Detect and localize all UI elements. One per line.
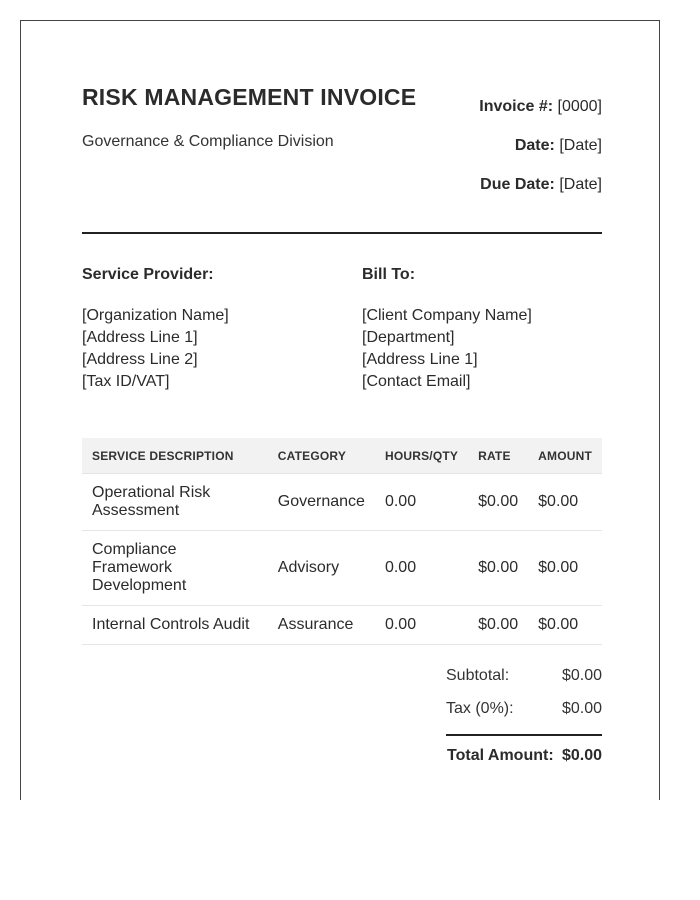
table-header (82, 438, 602, 474)
date-row (479, 137, 602, 176)
cell-rate: $0.00 (468, 474, 528, 531)
due-date-label: Due Date: (480, 176, 555, 193)
invoice-number-value: [0000] (557, 98, 602, 115)
header-divider (82, 232, 602, 234)
header-category: CATEGORY (268, 438, 375, 474)
cell-description: Operational Risk Assessment (82, 474, 268, 531)
table-body (82, 474, 602, 645)
subtotal-label: Subtotal: (446, 667, 510, 684)
service-provider-heading: Service Provider: (82, 266, 214, 283)
cell-description: Compliance Framework Development (82, 531, 268, 606)
due-date-value: [Date] (559, 176, 602, 193)
totals-block (446, 667, 602, 777)
totals-divider (446, 734, 602, 736)
invoice-number-label: Invoice #: (479, 98, 554, 115)
header-amount: AMOUNT (528, 438, 602, 474)
bill-to-line: [Client Company Name] (362, 307, 532, 324)
bill-to-line: [Contact Email] (362, 373, 471, 390)
bill-to-block (362, 266, 622, 393)
date-value: [Date] (559, 137, 602, 154)
provider-line: [Tax ID/VAT] (82, 373, 170, 390)
cell-amount: $0.00 (528, 531, 602, 606)
tax-row (446, 700, 602, 733)
header-service-description: SERVICE DESCRIPTION (82, 438, 268, 474)
line-items-table (82, 438, 602, 645)
division-subtitle: Governance & Compliance Division (82, 133, 334, 150)
invoice-meta (479, 98, 602, 215)
cell-category: Governance (268, 474, 375, 531)
cell-amount: $0.00 (528, 606, 602, 645)
cell-category: Advisory (268, 531, 375, 606)
header-hours-qty: HOURS/QTY (375, 438, 468, 474)
cell-hours-qty: 0.00 (375, 606, 468, 645)
table-row (82, 531, 602, 606)
bill-to-line: [Department] (362, 329, 455, 346)
provider-line: [Address Line 1] (82, 329, 198, 346)
subtotal-row (446, 667, 602, 700)
date-label: Date: (514, 137, 555, 154)
cell-description: Internal Controls Audit (82, 606, 268, 645)
table-header-row (82, 438, 602, 474)
due-date-row (479, 176, 602, 215)
total-amount-value: $0.00 (561, 747, 602, 764)
tax-value: $0.00 (561, 700, 602, 717)
subtotal-value: $0.00 (561, 667, 602, 684)
bill-to-line: [Address Line 1] (362, 351, 478, 368)
invoice-page (20, 20, 660, 800)
table-row (82, 474, 602, 531)
table-row (82, 606, 602, 645)
cell-rate: $0.00 (468, 531, 528, 606)
total-amount-label: Total Amount: (447, 747, 554, 764)
provider-line: [Organization Name] (82, 307, 229, 324)
cell-hours-qty: 0.00 (375, 474, 468, 531)
header-rate: RATE (468, 438, 528, 474)
cell-amount: $0.00 (528, 474, 602, 531)
tax-label: Tax (0%): (446, 700, 514, 717)
service-provider-block (82, 266, 342, 393)
bill-to-heading: Bill To: (362, 266, 416, 283)
cell-hours-qty: 0.00 (375, 531, 468, 606)
cell-category: Assurance (268, 606, 375, 645)
total-amount-row (446, 747, 602, 777)
invoice-number-row (479, 98, 602, 137)
invoice-title: RISK MANAGEMENT INVOICE (82, 84, 417, 110)
cell-rate: $0.00 (468, 606, 528, 645)
provider-line: [Address Line 2] (82, 351, 198, 368)
